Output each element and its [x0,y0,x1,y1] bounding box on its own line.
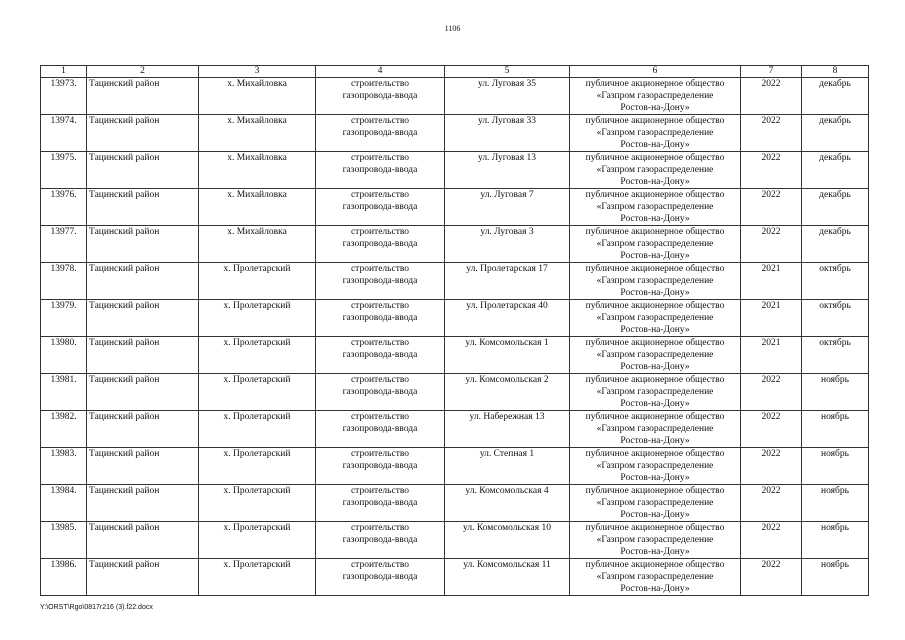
organization-line: Ростов-на-Дону» [620,251,690,261]
table-row [41,337,869,374]
table-row [41,448,869,485]
district-cell: Тацинский район [87,337,199,374]
district-cell: Тацинский район [87,115,199,152]
table-row [41,374,869,411]
column-header: 3 [199,66,316,78]
organization-line: «Газпром газораспределение [596,535,714,545]
year-cell: 2022 [741,78,802,115]
work-type-cell [316,559,445,596]
month-cell: ноябрь [802,411,869,448]
table-row [41,411,869,448]
work-type-cell [316,263,445,300]
work-type-line: газопровода-ввода [342,387,418,397]
work-type-cell [316,152,445,189]
district-cell: Тацинский район [87,189,199,226]
address-cell: ул. Комсомольская 11 [445,559,570,596]
organization-cell [570,448,741,485]
month-cell: октябрь [802,300,869,337]
organization-cell [570,337,741,374]
organization-line: Ростов-на-Дону» [620,140,690,150]
settlement-cell: х. Пролетарский [199,411,316,448]
district-cell: Тацинский район [87,411,199,448]
year-cell: 2022 [741,189,802,226]
address-cell: ул. Луговая 35 [445,78,570,115]
month-cell: октябрь [802,337,869,374]
year-cell: 2022 [741,374,802,411]
work-type-line: газопровода-ввода [342,202,418,212]
organization-line: «Газпром газораспределение [596,313,714,323]
row-number: 13977. [41,226,87,263]
settlement-cell: х. Пролетарский [199,263,316,300]
settlement-cell: х. Михайловка [199,115,316,152]
row-number: 13973. [41,78,87,115]
work-type-line: газопровода-ввода [342,128,418,138]
table-row [41,300,869,337]
month-cell: ноябрь [802,448,869,485]
year-cell: 2021 [741,337,802,374]
year-cell: 2022 [741,411,802,448]
organization-line: публичное акционерное общество [585,301,725,311]
year-cell: 2022 [741,152,802,189]
organization-line: публичное акционерное общество [585,227,725,237]
address-cell: ул. Степная 1 [445,448,570,485]
work-type-line: газопровода-ввода [342,239,418,249]
organization-cell [570,78,741,115]
organization-cell [570,189,741,226]
work-type-line: строительство [350,560,410,570]
address-cell: ул. Комсомольская 1 [445,337,570,374]
work-type-line: строительство [350,79,410,89]
year-cell: 2022 [741,448,802,485]
work-type-line: строительство [350,412,410,422]
column-header: 6 [570,66,741,78]
column-header: 8 [802,66,869,78]
organization-line: «Газпром газораспределение [596,498,714,508]
work-type-line: газопровода-ввода [342,535,418,545]
work-type-cell [316,226,445,263]
organization-line: «Газпром газораспределение [596,387,714,397]
organization-line: «Газпром газораспределение [596,202,714,212]
table-row [41,263,869,300]
organization-line: Ростов-на-Дону» [620,473,690,483]
work-type-cell [316,189,445,226]
settlement-cell: х. Михайловка [199,152,316,189]
organization-line: «Газпром газораспределение [596,461,714,471]
organization-cell [570,115,741,152]
district-cell: Тацинский район [87,152,199,189]
address-cell: ул. Луговая 7 [445,189,570,226]
organization-line: «Газпром газораспределение [596,128,714,138]
column-header: 5 [445,66,570,78]
month-cell: декабрь [802,78,869,115]
organization-cell [570,263,741,300]
settlement-cell: х. Пролетарский [199,374,316,411]
settlement-cell: х. Михайловка [199,78,316,115]
work-type-line: строительство [350,338,410,348]
row-number: 13982. [41,411,87,448]
month-cell: декабрь [802,115,869,152]
organization-line: публичное акционерное общество [585,116,725,126]
address-cell: ул. Комсомольская 4 [445,485,570,522]
work-type-line: газопровода-ввода [342,165,418,175]
work-type-cell [316,522,445,559]
work-type-line: строительство [350,486,410,496]
settlement-cell: х. Пролетарский [199,485,316,522]
organization-cell [570,559,741,596]
address-cell: ул. Луговая 13 [445,152,570,189]
month-cell: декабрь [802,189,869,226]
table-row [41,152,869,189]
table-row [41,115,869,152]
work-type-line: строительство [350,153,410,163]
organization-cell [570,485,741,522]
work-type-line: строительство [350,301,410,311]
organization-line: публичное акционерное общество [585,560,725,570]
table-row [41,226,869,263]
row-number: 13981. [41,374,87,411]
organization-line: «Газпром газораспределение [596,165,714,175]
row-number: 13975. [41,152,87,189]
address-cell: ул. Пролетарская 17 [445,263,570,300]
work-type-cell [316,374,445,411]
row-number: 13976. [41,189,87,226]
year-cell: 2021 [741,263,802,300]
organization-cell [570,374,741,411]
year-cell: 2021 [741,300,802,337]
district-cell: Тацинский район [87,263,199,300]
district-cell: Тацинский район [87,78,199,115]
address-cell: ул. Комсомольская 2 [445,374,570,411]
organization-line: публичное акционерное общество [585,190,725,200]
work-type-cell [316,115,445,152]
work-type-cell [316,485,445,522]
organization-cell [570,522,741,559]
organization-line: Ростов-на-Дону» [620,325,690,335]
year-cell: 2022 [741,115,802,152]
row-number: 13980. [41,337,87,374]
organization-cell [570,300,741,337]
row-number: 13984. [41,485,87,522]
organization-line: публичное акционерное общество [585,449,725,459]
organization-line: «Газпром газораспределение [596,91,714,101]
district-cell: Тацинский район [87,374,199,411]
organization-line: Ростов-на-Дону» [620,362,690,372]
work-type-line: строительство [350,190,410,200]
row-number: 13986. [41,559,87,596]
column-header: 1 [41,66,87,78]
organization-line: «Газпром газораспределение [596,350,714,360]
work-type-line: газопровода-ввода [342,313,418,323]
organization-line: «Газпром газораспределение [596,572,714,582]
work-type-line: строительство [350,449,410,459]
row-number: 13985. [41,522,87,559]
column-header: 4 [316,66,445,78]
organization-line: Ростов-на-Дону» [620,399,690,409]
organization-line: «Газпром газораспределение [596,276,714,286]
header-row [41,66,869,78]
settlement-cell: х. Пролетарский [199,559,316,596]
organization-line: Ростов-на-Дону» [620,584,690,594]
address-cell: ул. Луговая 3 [445,226,570,263]
month-cell: октябрь [802,263,869,300]
work-type-line: строительство [350,116,410,126]
district-cell: Тацинский район [87,226,199,263]
work-type-line: газопровода-ввода [342,498,418,508]
row-number: 13974. [41,115,87,152]
table-row [41,522,869,559]
organization-line: публичное акционерное общество [585,264,725,274]
settlement-cell: х. Михайловка [199,226,316,263]
settlement-cell: х. Пролетарский [199,337,316,374]
organization-line: публичное акционерное общество [585,523,725,533]
settlement-cell: х. Михайловка [199,189,316,226]
table-row [41,559,869,596]
month-cell: ноябрь [802,374,869,411]
work-type-cell [316,337,445,374]
work-type-cell [316,300,445,337]
organization-line: Ростов-на-Дону» [620,510,690,520]
organization-line: Ростов-на-Дону» [620,103,690,113]
organization-line: публичное акционерное общество [585,375,725,385]
organization-line: «Газпром газораспределение [596,239,714,249]
year-cell: 2022 [741,485,802,522]
organization-line: публичное акционерное общество [585,412,725,422]
column-header: 7 [741,66,802,78]
work-type-line: газопровода-ввода [342,424,418,434]
organization-line: Ростов-на-Дону» [620,436,690,446]
work-type-line: газопровода-ввода [342,572,418,582]
address-cell: ул. Луговая 33 [445,115,570,152]
month-cell: ноябрь [802,485,869,522]
organization-cell [570,226,741,263]
district-cell: Тацинский район [87,559,199,596]
row-number: 13983. [41,448,87,485]
month-cell: ноябрь [802,559,869,596]
work-type-line: газопровода-ввода [342,461,418,471]
organization-cell [570,152,741,189]
work-type-line: строительство [350,264,410,274]
organization-line: публичное акционерное общество [585,79,725,89]
district-cell: Тацинский район [87,485,199,522]
table-row [41,485,869,522]
work-type-cell [316,78,445,115]
page-number: 1106 [444,24,461,33]
settlement-cell: х. Пролетарский [199,522,316,559]
district-cell: Тацинский район [87,300,199,337]
row-number: 13979. [41,300,87,337]
month-cell: ноябрь [802,522,869,559]
organization-line: публичное акционерное общество [585,153,725,163]
organization-line: Ростов-на-Дону» [620,177,690,187]
table-body [41,78,869,596]
organization-line: «Газпром газораспределение [596,424,714,434]
table-row [41,78,869,115]
work-type-line: газопровода-ввода [342,276,418,286]
data-table [40,65,869,596]
organization-cell [570,411,741,448]
footer-file-path: Y:\ORST\Rgo\0817r216 (3).f22.docx [40,604,153,611]
year-cell: 2022 [741,226,802,263]
month-cell: декабрь [802,152,869,189]
row-number: 13978. [41,263,87,300]
settlement-cell: х. Пролетарский [199,300,316,337]
address-cell: ул. Пролетарская 40 [445,300,570,337]
table-row [41,189,869,226]
settlement-cell: х. Пролетарский [199,448,316,485]
organization-line: Ростов-на-Дону» [620,288,690,298]
organization-line: Ростов-на-Дону» [620,547,690,557]
work-type-cell [316,448,445,485]
month-cell: декабрь [802,226,869,263]
work-type-line: газопровода-ввода [342,91,418,101]
year-cell: 2022 [741,522,802,559]
column-header: 2 [87,66,199,78]
organization-line: Ростов-на-Дону» [620,214,690,224]
work-type-line: газопровода-ввода [342,350,418,360]
work-type-line: строительство [350,375,410,385]
organization-line: публичное акционерное общество [585,338,725,348]
district-cell: Тацинский район [87,448,199,485]
address-cell: ул. Комсомольская 10 [445,522,570,559]
work-type-line: строительство [350,227,410,237]
address-cell: ул. Набережная 13 [445,411,570,448]
organization-line: публичное акционерное общество [585,486,725,496]
work-type-cell [316,411,445,448]
district-cell: Тацинский район [87,522,199,559]
work-type-line: строительство [350,523,410,533]
year-cell: 2022 [741,559,802,596]
